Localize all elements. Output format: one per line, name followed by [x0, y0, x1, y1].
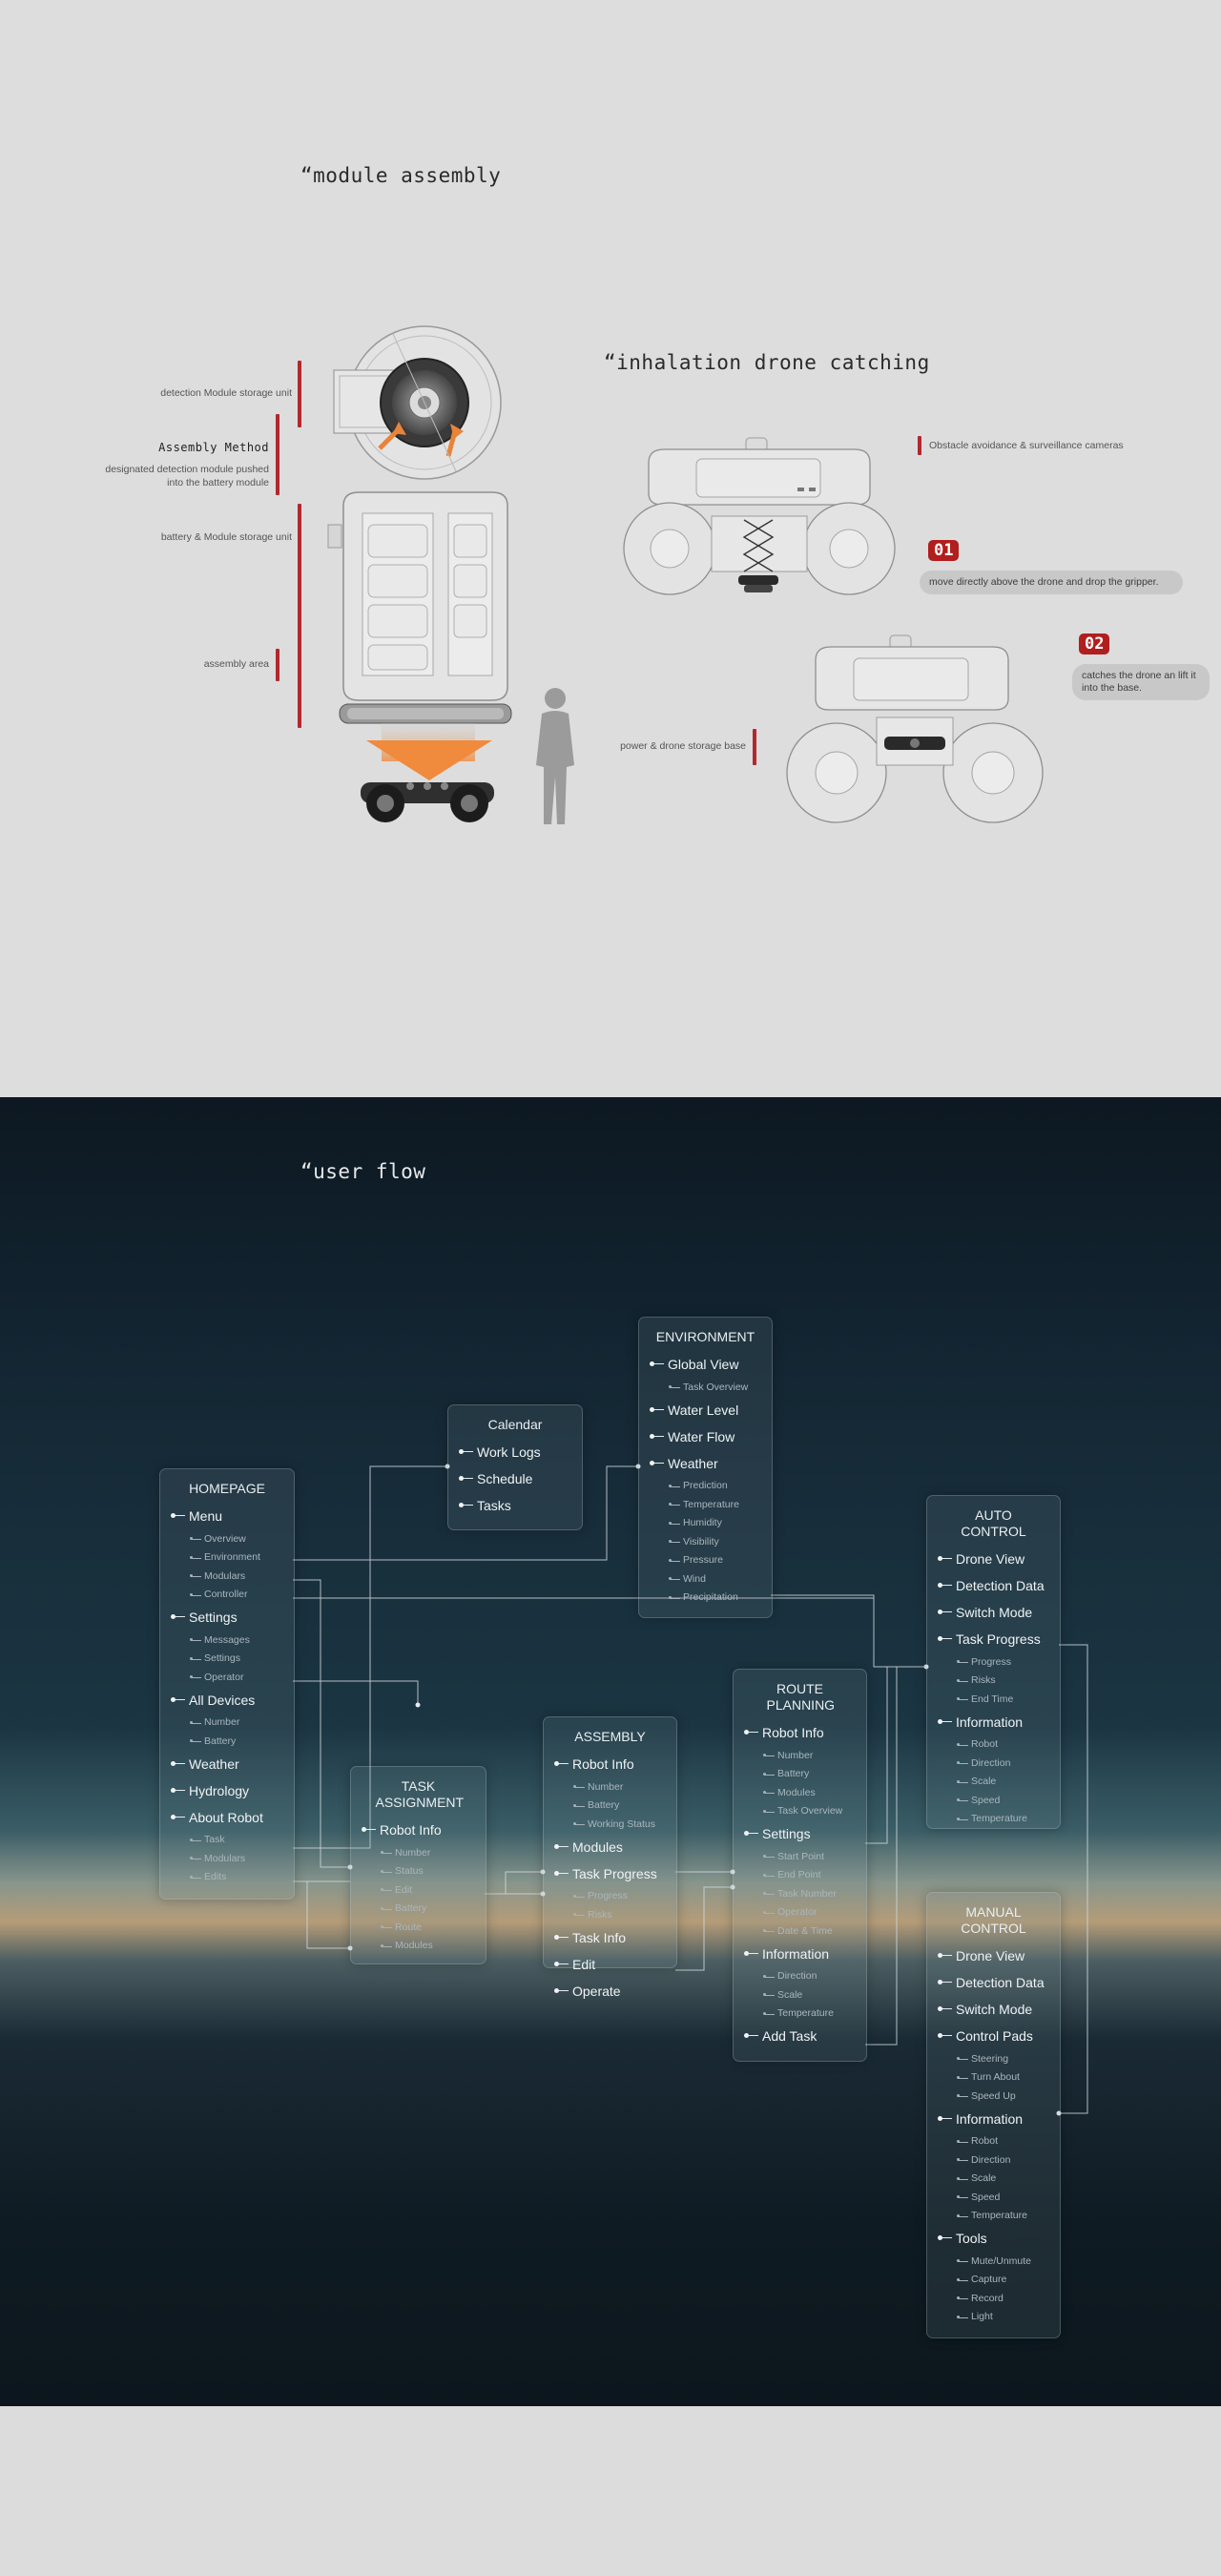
- flow-subitem: Robot: [927, 2132, 1060, 2151]
- task-assignment-card: [350, 1766, 486, 1964]
- assembly-method-marker: [276, 414, 279, 495]
- flow-subitem: Temperature: [927, 1810, 1060, 1829]
- flow-subitem: Task Number: [734, 1884, 866, 1903]
- flow-subitem: Overview: [160, 1529, 294, 1548]
- flow-subitem: Operator: [160, 1668, 294, 1687]
- user-flow-section: [0, 1097, 1221, 2406]
- flow-item-task-progress: Task Progress: [927, 1626, 1060, 1652]
- flow-subitem: Wind: [639, 1569, 772, 1589]
- flow-item-menu: Menu: [160, 1503, 294, 1529]
- flow-subitem: Risks: [544, 1905, 676, 1924]
- flow-subitem: Task Overview: [734, 1802, 866, 1821]
- manual-control-title: MANUAL CONTROL: [961, 1904, 1026, 1936]
- flow-subitem: Progress: [544, 1887, 676, 1906]
- manual-control-card: [926, 1892, 1061, 2338]
- flow-subitem: Battery: [351, 1900, 486, 1919]
- assembly-area-label: assembly area: [203, 658, 269, 670]
- flow-subitem: Speed: [927, 2188, 1060, 2207]
- flow-subitem: Direction: [927, 1754, 1060, 1773]
- flow-subitem: Task: [160, 1831, 294, 1850]
- flow-item-global-view: Global View: [639, 1351, 772, 1378]
- step-02-text: catches the drone an lift it into the base.: [1072, 664, 1210, 700]
- base-marker: [753, 729, 756, 765]
- step-01-text: move directly above the drone and drop the gripper.: [920, 571, 1183, 594]
- flow-subitem: Precipitation: [639, 1589, 772, 1608]
- flow-subitem: Modules: [351, 1937, 486, 1956]
- flow-subitem: Record: [927, 2289, 1060, 2308]
- flow-item-task-progress: Task Progress: [544, 1860, 676, 1887]
- flow-item-water-flow: Water Flow: [639, 1423, 772, 1450]
- assembly-method-title: Assembly Method: [158, 441, 269, 454]
- detection-storage-label: detection Module storage unit: [160, 387, 292, 399]
- flow-item-robot-info: Robot Info: [734, 1719, 866, 1746]
- flow-item-work-logs: Work Logs: [448, 1439, 582, 1465]
- assembly-title: ASSEMBLY: [574, 1729, 646, 1744]
- flow-subitem: Speed: [927, 1791, 1060, 1810]
- flow-subitem: Working Status: [544, 1815, 676, 1834]
- flow-item-tools: Tools: [927, 2225, 1060, 2252]
- flow-subitem: Scale: [734, 1985, 866, 2005]
- flow-subitem: Prediction: [639, 1477, 772, 1496]
- flow-item-switch-mode: Switch Mode: [927, 1599, 1060, 1626]
- environment-card: [638, 1317, 773, 1618]
- flow-item-information: Information: [734, 1941, 866, 1967]
- flow-subitem: Modulars: [160, 1849, 294, 1868]
- flow-subitem: Direction: [927, 2150, 1060, 2170]
- flow-subitem: Start Point: [734, 1847, 866, 1866]
- base-label: power & drone storage base: [620, 740, 746, 752]
- flow-item-operate: Operate: [544, 1978, 676, 2005]
- flow-item-task-info: Task Info: [544, 1924, 676, 1951]
- flow-subitem: Temperature: [639, 1495, 772, 1514]
- flow-subitem: End Point: [734, 1866, 866, 1885]
- flow-subitem: Modules: [734, 1783, 866, 1802]
- step-02-badge: 02: [1079, 634, 1109, 654]
- flow-subitem: Modulars: [160, 1567, 294, 1586]
- flow-subitem: Visibility: [639, 1532, 772, 1551]
- flow-subitem: End Time: [927, 1690, 1060, 1709]
- user-flow-title: “user flow: [300, 1160, 426, 1183]
- flow-subitem: Edit: [351, 1880, 486, 1900]
- flow-item-drone-view: Drone View: [927, 1546, 1060, 1572]
- flow-item-all-devices: All Devices: [160, 1687, 294, 1714]
- flow-subitem: Task Overview: [639, 1378, 772, 1397]
- flow-item-weather: Weather: [160, 1751, 294, 1777]
- flow-subitem: Settings: [160, 1650, 294, 1669]
- flow-subitem: Steering: [927, 2049, 1060, 2068]
- detection-storage-marker: [298, 361, 301, 427]
- flow-subitem: Number: [160, 1714, 294, 1733]
- flow-item-information: Information: [927, 1709, 1060, 1735]
- auto-control-title: AUTO CONTROL: [961, 1507, 1026, 1539]
- environment-title: ENVIRONMENT: [655, 1329, 755, 1344]
- flow-subitem: Edits: [160, 1868, 294, 1887]
- flow-subitem: Messages: [160, 1631, 294, 1650]
- flow-item-about-robot: About Robot: [160, 1804, 294, 1831]
- cameras-label: Obstacle avoidance & surveillance cameras: [929, 440, 1124, 451]
- flow-item-information: Information: [927, 2106, 1060, 2132]
- drone-storage-robot-illustration: [777, 630, 1054, 830]
- flow-subitem: Number: [544, 1777, 676, 1797]
- flow-subitem: Date & Time: [734, 1922, 866, 1941]
- flow-subitem: Speed Up: [927, 2087, 1060, 2106]
- flow-item-robot-info: Robot Info: [351, 1817, 486, 1843]
- flow-subitem: Battery: [544, 1797, 676, 1816]
- flow-subitem: Controller: [160, 1586, 294, 1605]
- module-assembly-section: [0, 0, 1221, 1097]
- assembly-area-marker: [276, 649, 279, 681]
- flow-subitem: Mute/Unmute: [927, 2252, 1060, 2271]
- flow-subitem: Light: [927, 2308, 1060, 2327]
- route-planning-title: ROUTE PLANNING: [766, 1681, 836, 1713]
- flow-subitem: Temperature: [927, 2207, 1060, 2226]
- calendar-card: [447, 1404, 583, 1530]
- flow-subitem: Number: [351, 1843, 486, 1862]
- calendar-title: Calendar: [487, 1417, 543, 1432]
- flow-subitem: Number: [734, 1746, 866, 1765]
- assembly-method-desc: designated detection module pushed into the battery module: [105, 464, 269, 488]
- flow-item-water-level: Water Level: [639, 1397, 772, 1423]
- assembly-card: [543, 1716, 677, 1999]
- step-01-badge: 01: [928, 540, 959, 561]
- drone-catching-title: “inhalation drone catching: [604, 351, 930, 374]
- task-assignment-title: TASK ASSIGNMENT: [375, 1778, 465, 1810]
- flow-item-drone-view: Drone View: [927, 1942, 1060, 1969]
- flow-subitem: Risks: [927, 1672, 1060, 1691]
- flow-item-detection-data: Detection Data: [927, 1969, 1060, 1996]
- flow-subitem: Robot: [927, 1735, 1060, 1755]
- flow-subitem: Direction: [734, 1967, 866, 1986]
- flow-item-edit: Edit: [544, 1951, 676, 1978]
- flow-item-settings: Settings: [734, 1820, 866, 1847]
- route-planning-card: [733, 1669, 867, 2062]
- flow-item-switch-mode: Switch Mode: [927, 1996, 1060, 2023]
- flow-subitem: Humidity: [639, 1514, 772, 1533]
- flow-item-control-pads: Control Pads: [927, 2023, 1060, 2049]
- flow-subitem: Status: [351, 1862, 486, 1881]
- homepage-card: [159, 1468, 295, 1900]
- flow-item-tasks: Tasks: [448, 1492, 582, 1519]
- flow-subitem: Capture: [927, 2271, 1060, 2290]
- flow-subitem: Temperature: [734, 2005, 866, 2024]
- flow-subitem: Route: [351, 1918, 486, 1937]
- flow-item-schedule: Schedule: [448, 1465, 582, 1492]
- human-scale-figure: [523, 685, 586, 828]
- flow-item-robot-info: Robot Info: [544, 1751, 676, 1777]
- homepage-title: HOMEPAGE: [189, 1481, 265, 1496]
- flow-subitem: Environment: [160, 1548, 294, 1568]
- auto-control-card: [926, 1495, 1061, 1829]
- flow-subitem: Battery: [160, 1732, 294, 1751]
- module-assembly-title: “module assembly: [300, 164, 502, 187]
- flow-item-detection-data: Detection Data: [927, 1572, 1060, 1599]
- flow-item-add-task: Add Task: [734, 2023, 866, 2049]
- flow-subitem: Battery: [734, 1765, 866, 1784]
- flow-subitem: Turn About: [927, 2068, 1060, 2088]
- flow-item-settings: Settings: [160, 1604, 294, 1631]
- flow-subitem: Pressure: [639, 1551, 772, 1570]
- page-footer-band: [0, 2406, 1221, 2576]
- battery-storage-label: battery & Module storage unit: [160, 531, 292, 543]
- flow-subitem: Operator: [734, 1903, 866, 1922]
- flow-item-modules: Modules: [544, 1834, 676, 1860]
- flow-subitem: Scale: [927, 1773, 1060, 1792]
- battery-storage-marker: [298, 504, 301, 728]
- drone-catching-robot-illustration: [620, 434, 897, 615]
- cameras-marker: [918, 436, 921, 455]
- flow-subitem: Scale: [927, 2170, 1060, 2189]
- flow-subitem: Progress: [927, 1652, 1060, 1672]
- flow-item-hydrology: Hydrology: [160, 1777, 294, 1804]
- flow-item-weather: Weather: [639, 1450, 772, 1477]
